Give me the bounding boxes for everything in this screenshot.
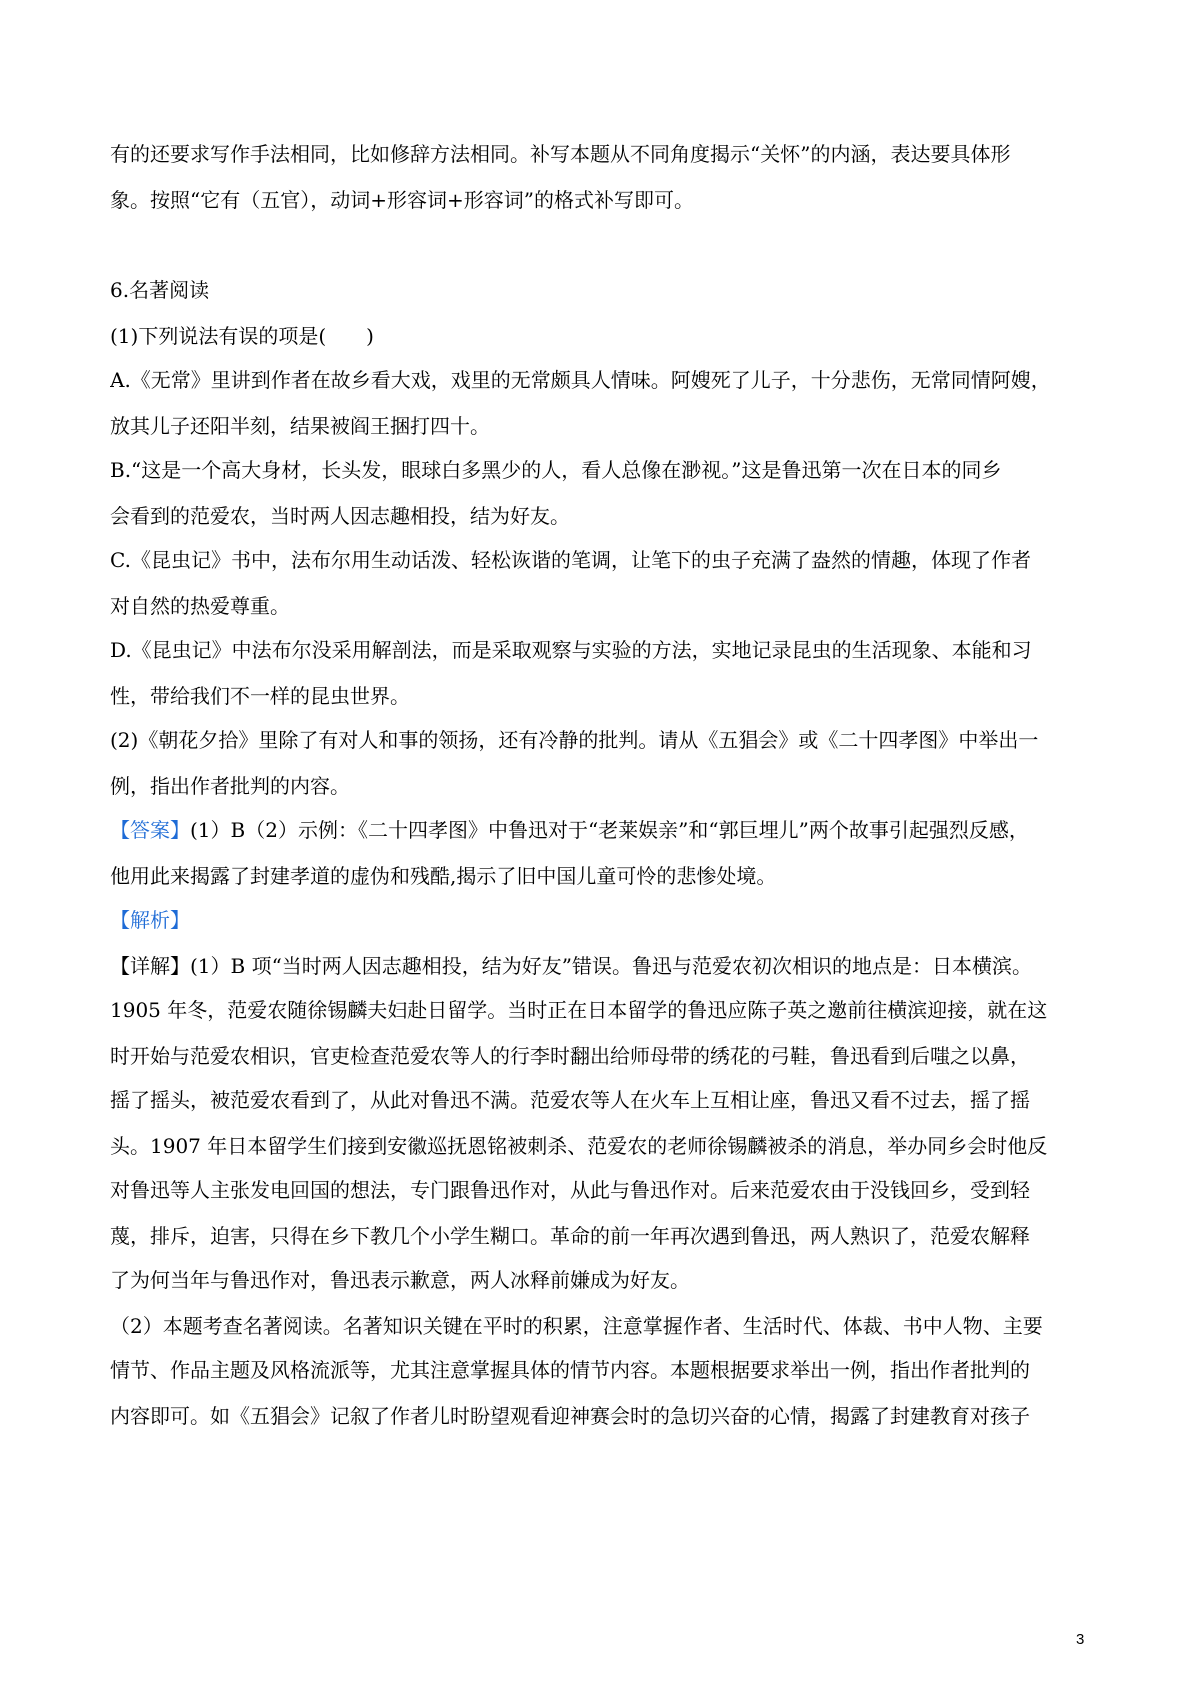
detail-line: 了为何当年与鲁迅作对，鲁迅表示歉意，两人冰释前嫌成为好友。 — [110, 1268, 690, 1292]
detail-line: 摇了摇头，被范爱农看到了，从此对鲁迅不满。范爱农等人在火车上互相让座，鲁迅又看不过去，摇了摇 — [110, 1088, 1030, 1112]
prev-answer-line: 有的还要求写作手法相同，比如修辞方法相同。补写本题从不同角度揭示“关怀”的内涵，表达要具体形 — [110, 142, 1011, 166]
prev-answer-line: 象。按照“它有（五官），动词+形容词+形容词”的格式补写即可。 — [110, 188, 694, 212]
detail-line — [110, 952, 1110, 980]
option-c-line: 对自然的热爱尊重。 — [110, 594, 290, 618]
detail-line: 头。1907 年日本留学生们接到安徽巡抚恩铭被刺杀、范爱农的老师徐锡麟被杀的消息，举办同乡会时他反 — [110, 1134, 1048, 1158]
answer-text: (1）B（2）示例：《二十四孝图》中鲁迅对于“老莱娱亲”和“郭巨埋儿”两个故事引起强烈反感， — [190, 818, 1029, 842]
detail-line: 内容即可。如《五猖会》记叙了作者儿时盼望观看迎神赛会时的急切兴奋的心情，揭露了封建教育对孩子 — [110, 1404, 1030, 1428]
question-part-2-line: 例，指出作者批判的内容。 — [110, 774, 350, 798]
answer-line: 他用此来揭露了封建孝道的虚伪和残酷,揭示了旧中国儿童可怜的悲惨处境。 — [110, 864, 777, 888]
option-d-line: D.《昆虫记》中法布尔没采用解剖法，而是采取观察与实验的方法，实地记录昆虫的生活现象、本能和习 — [110, 638, 1032, 662]
detail-line: （2）本题考查名著阅读。名著知识关键在平时的积累，注意掌握作者、生活时代、体裁、书中人物、主要 — [110, 1314, 1043, 1338]
question-title: 6.名著阅读 — [110, 278, 210, 302]
detail-line: 情节、作品主题及风格流派等，尤其注意掌握具体的情节内容。本题根据要求举出一例，指出作者批判的 — [110, 1358, 1030, 1382]
option-d-line: 性，带给我们不一样的昆虫世界。 — [110, 684, 410, 708]
question-part-2-line: (2)《朝花夕拾》里除了有对人和事的领扬，还有冷静的批判。请从《五猖会》或《二十四孝图》中举出一 — [110, 728, 1039, 752]
option-b-line: 会看到的范爱农，当时两人因志趣相投，结为好友。 — [110, 504, 570, 528]
option-a-line: A.《无常》里讲到作者在故乡看大戏，戏里的无常颇具人情味。阿嫂死了儿子，十分悲伤，无常同情阿嫂， — [110, 368, 1051, 392]
analysis-tag: 【解析】 — [110, 908, 190, 932]
option-b-line: B.“这是一个高大身材，长头发，眼球白多黑少的人，看人总像在渺视。”这是鲁迅第一次在日本的同乡 — [110, 458, 1002, 482]
detail-line: 1905 年冬，范爱农随徐锡麟夫妇赴日留学。当时正在日本留学的鲁迅应陈子英之邀前往横滨迎接，就在这 — [110, 998, 1048, 1022]
answer-tag: 【答案】 — [110, 818, 190, 842]
analysis-heading — [110, 906, 1110, 934]
question-part-1: (1)下列说法有误的项是( ) — [110, 324, 374, 348]
page-number: 3 — [1076, 1631, 1085, 1648]
option-c-line: C.《昆虫记》书中，法布尔用生动话泼、轻松诙谐的笔调，让笔下的虫子充满了盎然的情趣，体现了作者 — [110, 548, 1031, 572]
option-a-line: 放其儿子还阳半刻，结果被阎王捆打四十。 — [110, 414, 490, 438]
answer-line — [110, 816, 1110, 844]
detail-text: (1）B 项“当时两人因志趣相投，结为好友”错误。鲁迅与范爱农初次相识的地点是：日本横滨。 — [190, 954, 1033, 978]
detail-tag: 【详解】 — [110, 954, 190, 978]
detail-line: 蔑，排斥，迫害，只得在乡下教几个小学生糊口。革命的前一年再次遇到鲁迅，两人熟识了，范爱农解释 — [110, 1224, 1030, 1248]
detail-line: 对鲁迅等人主张发电回国的想法，专门跟鲁迅作对，从此与鲁迅作对。后来范爱农由于没钱回乡，受到轻 — [110, 1178, 1030, 1202]
detail-line: 时开始与范爱农相识，官吏检查范爱农等人的行李时翻出给师母带的绣花的弓鞋，鲁迅看到后嗤之以鼻， — [110, 1044, 1030, 1068]
